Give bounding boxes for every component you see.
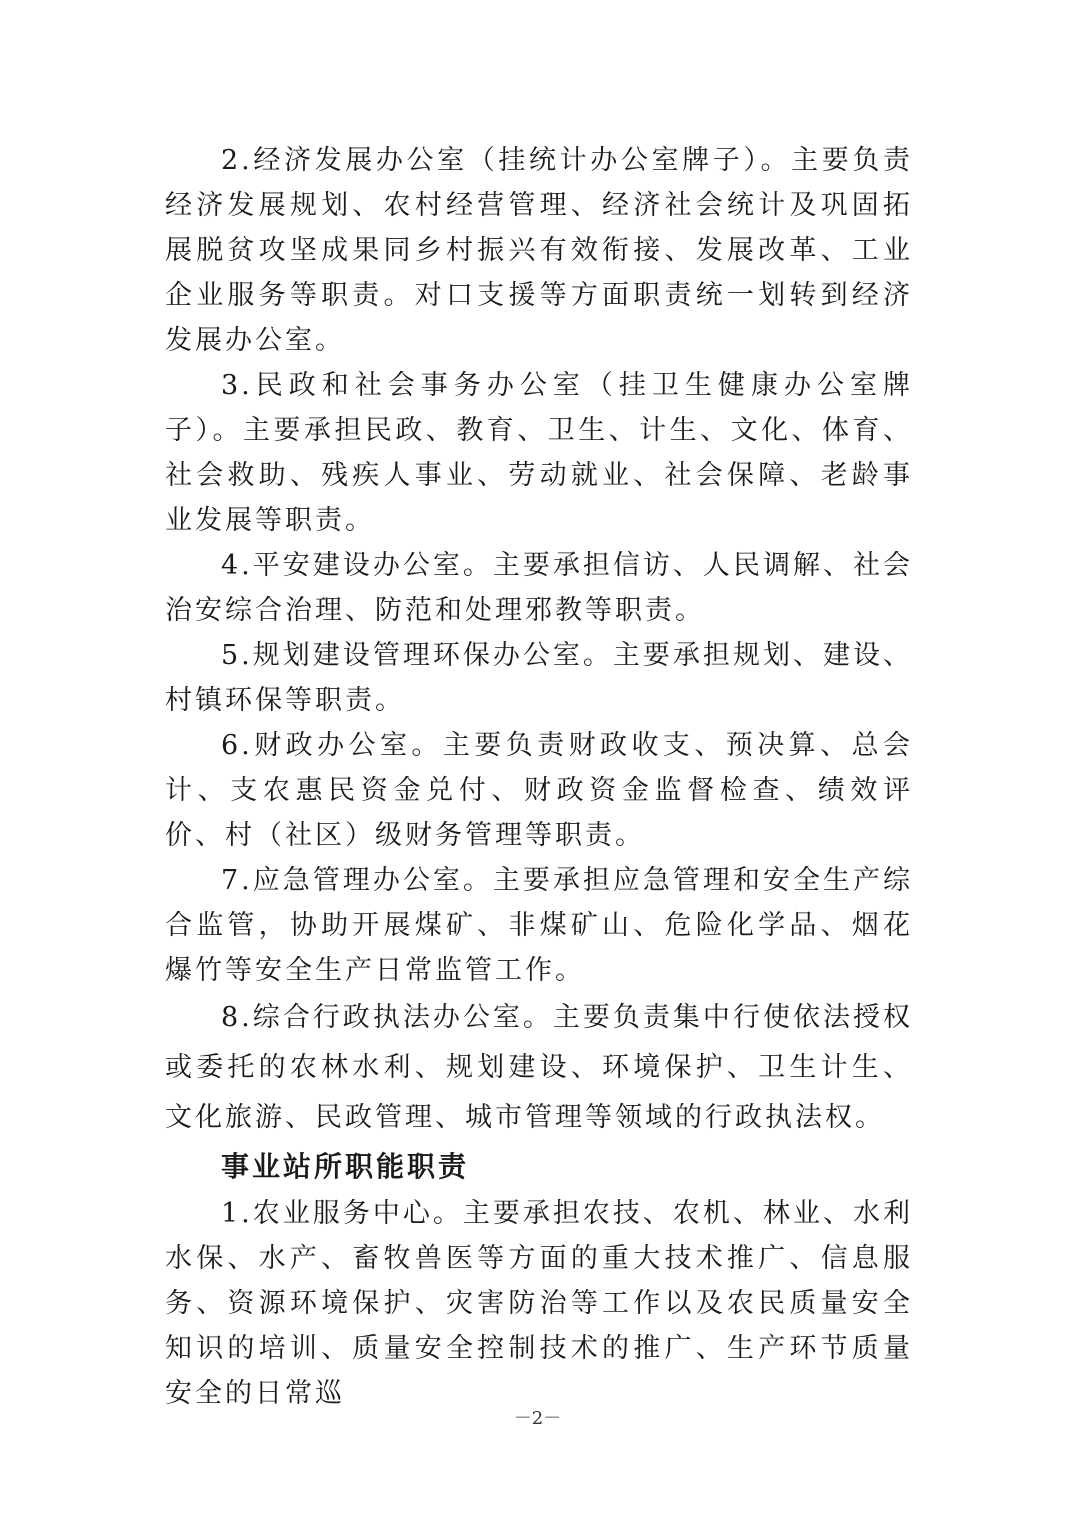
page-number: －2－ [513,1408,562,1429]
paragraph-emergency-management-office: 7.应急管理办公室。主要承担应急管理和安全生产综合监管，协助开展煤矿、非煤矿山、危险化学品、烟花爆竹等安全生产日常监管工作。 [165,865,913,986]
paragraph-public-security-office: 4.平安建设办公室。主要承担信访、人民调解、社会治安综合治理、防范和处理邪教等职责。 [165,550,913,626]
paragraph-law-enforcement-office: 8.综合行政执法办公室。主要负责集中行使依法授权或委托的农林水利、规划建设、环境保护、卫生计生、文化旅游、民政管理、城市管理等领域的行政执法权。 [165,1002,913,1133]
section-heading: 事业站所职能职责 [221,1150,470,1183]
paragraph-planning-construction-office: 5.规划建设管理环保办公室。主要承担规划、建设、村镇环保等职责。 [165,640,913,716]
paragraph-economic-development-office: 2.经济发展办公室（挂统计办公室牌子）。主要负责经济发展规划、农村经营管理、经济社会统计及巩固拓展脱贫攻坚成果同乡村振兴有效衔接、发展改革、工业企业服务等职责。对口支援等方面职责统一划转到经济发展办公室。 [165,145,913,356]
paragraph-finance-office: 6.财政办公室。主要负责财政收支、预决算、总会计、支农惠民资金兑付、财政资金监督检查、绩效评价、村（社区）级财务管理等职责。 [165,730,913,851]
paragraph-civil-affairs-office: 3.民政和社会事务办公室（挂卫生健康办公室牌子）。主要承担民政、教育、卫生、计生、文化、体育、社会救助、残疾人事业、劳动就业、社会保障、老龄事业发展等职责。 [165,370,913,536]
paragraph-agricultural-service-center: 1.农业服务中心。主要承担农技、农机、林业、水利水保、水产、畜牧兽医等方面的重大技术推广、信息服务、资源环境保护、灾害防治等工作以及农民质量安全知识的培训、质量安全控制技术的推广、生产环节质量安全的日常巡 [165,1198,913,1409]
document-body [165,138,913,1416]
